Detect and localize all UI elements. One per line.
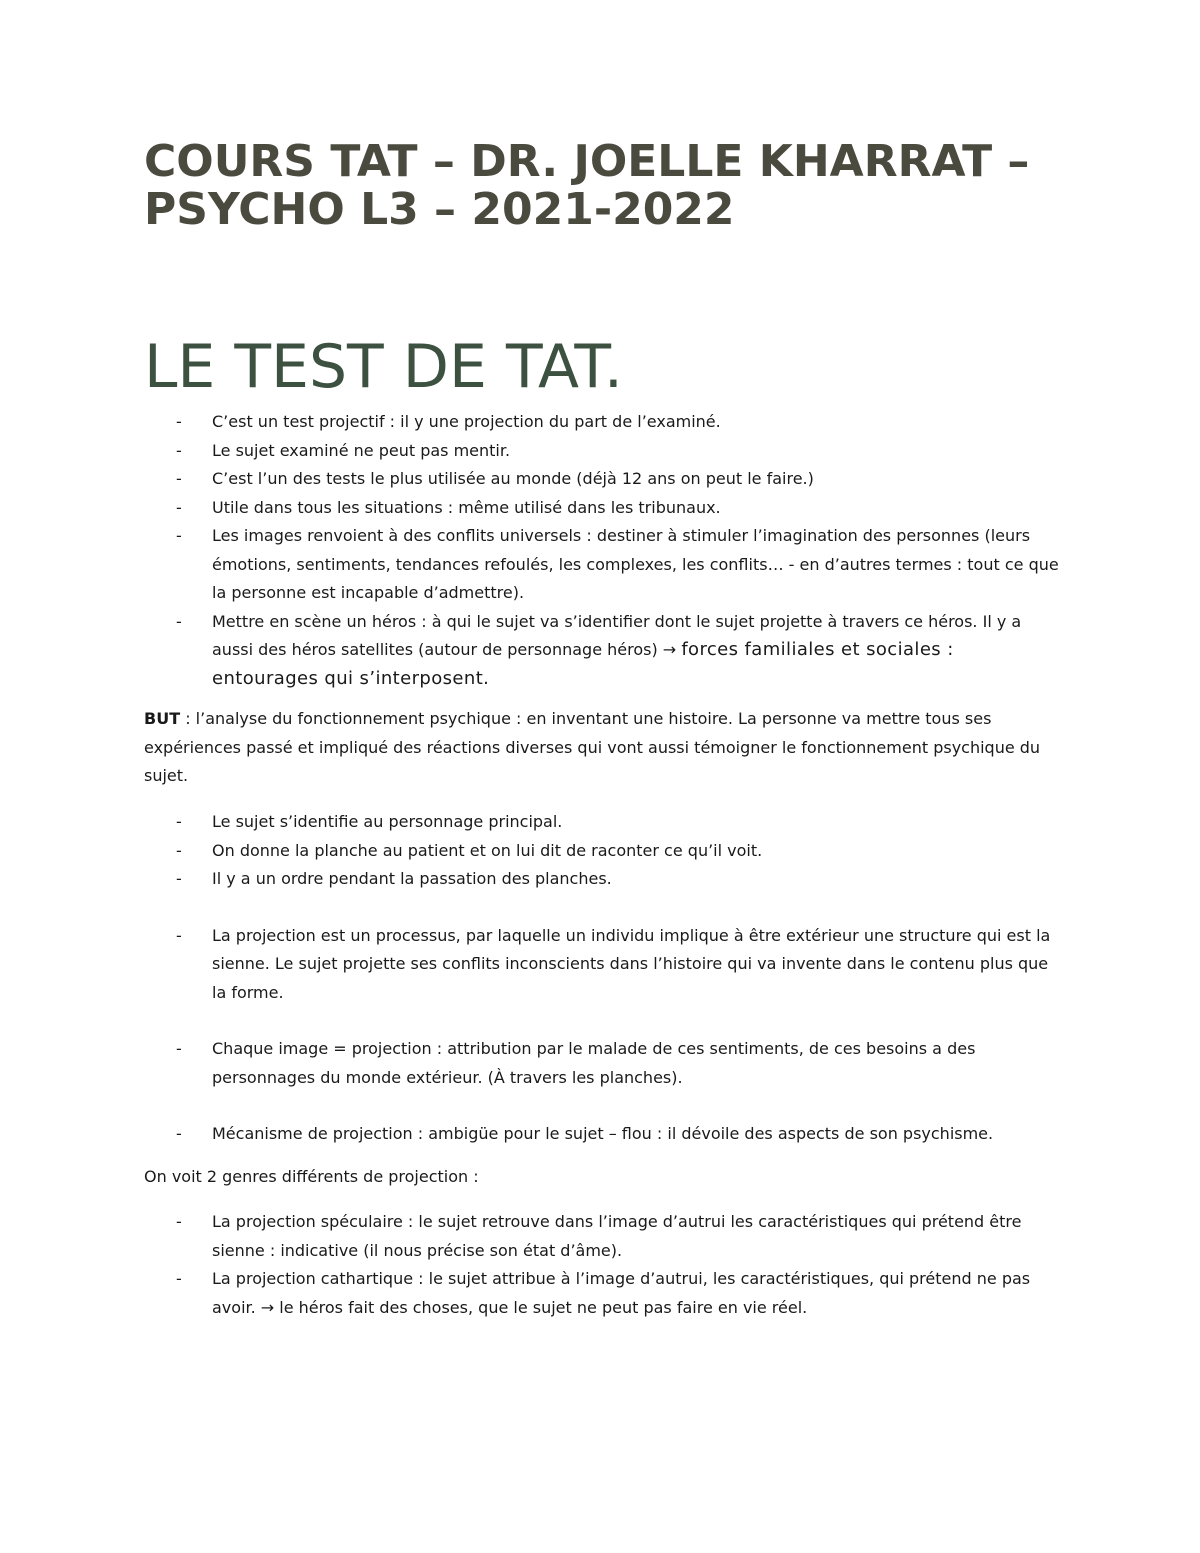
list-item (144, 494, 1064, 523)
list-item (144, 608, 1064, 694)
dash-bullet: - (176, 526, 182, 545)
list-item (144, 837, 1064, 866)
list-item (144, 408, 1064, 437)
dash-bullet: - (176, 840, 182, 860)
but-paragraph (144, 705, 1064, 791)
list-item-text: La projection spéculaire : le sujet retrouve dans l’image d’autrui les caractéristiques qui prétend être sienne : indicative (il nous précise son état d’âme). (212, 1212, 1022, 1260)
dash-bullet: - (176, 497, 182, 517)
but-label: BUT (144, 709, 181, 728)
list-item-tail: forces familiales et sociales : entourages qui s’interposent. (212, 639, 954, 689)
list-item-text: La projection est un processus, par laquelle un individu implique à être extérieur une structure qui est la sienne. Le sujet projette ses conflits inconscients dans l’histoire qui va invente dans le contenu plus que la forme. (212, 925, 1051, 1002)
dash-bullet: - (176, 1212, 182, 1231)
dash-bullet: - (176, 440, 182, 460)
list-item-text: Chaque image = projection : attribution par le malade de ces sentiments, de ces besoins a des personnages du monde extérieur. (À travers les planches). (212, 1039, 976, 1087)
dash-bullet: - (176, 611, 182, 631)
list-item-text: La projection cathartique : le sujet attribue à l’image d’autrui, les caractéristiques, qui prétend ne pas avoir. → le héros fait des choses, que le sujet ne peut pas faire en vie réel. (212, 1269, 1031, 1317)
list-item-text: Mettre en scène un héros : à qui le sujet va s’identifier dont le sujet projette à travers ce héros. Il y a aussi des héros satellites (autour de personnage héros) → (212, 611, 1022, 659)
list-item (144, 437, 1064, 466)
list-item (144, 1035, 1064, 1092)
list-item-text: C’est l’un des tests le plus utilisée au monde (déjà 12 ans on peut le faire.) (212, 469, 814, 488)
list-item-text: On donne la planche au patient et on lui dit de raconter ce qu’il voit. (212, 840, 763, 860)
dash-bullet: - (176, 1269, 182, 1288)
list-item-text: Le sujet s’identifie au personnage principal. (212, 812, 563, 831)
dash-bullet: - (176, 812, 182, 831)
list-item (144, 465, 1064, 494)
dash-bullet: - (176, 869, 182, 888)
dash-bullet: - (176, 469, 182, 488)
section-heading: LE TEST DE TAT. (144, 332, 623, 402)
intro-list (144, 408, 1064, 693)
but-text: : l’analyse du fonctionnement psychique : en inventant une histoire. La personne va mettre tous ses expériences passé et impliqué des réactions diverses qui vont aussi témoigner le fonctionnement psychique du sujet. (144, 709, 1041, 785)
dash-bullet: - (176, 1124, 182, 1143)
dash-bullet: - (176, 1039, 182, 1058)
genres-intro: On voit 2 genres différents de projection : (144, 1167, 479, 1186)
list-item (144, 808, 1064, 837)
list-item (144, 922, 1064, 1008)
list-item (144, 522, 1064, 608)
dash-bullet: - (176, 925, 182, 945)
list-item-text: C’est un test projectif : il y une projection du part de l’examiné. (212, 412, 721, 431)
list-item-text: Mécanisme de projection : ambigüe pour le sujet – flou : il dévoile des aspects de son psychisme. (212, 1124, 994, 1143)
list-item-text: Les images renvoient à des conflits universels : destiner à stimuler l’imagination des personnes (leurs émotions, sentiments, tendances refoulés, les complexes, les conflits… - en d’autres termes : tout ce que la personne est incapable d’admettre). (212, 526, 1059, 602)
identification-list (144, 808, 1064, 1149)
list-item (144, 1120, 1064, 1149)
document-title: COURS TAT – DR. JOELLE KHARRAT – PSYCHO L3 – 2021-2022 (144, 136, 1030, 235)
list-item (144, 1265, 1064, 1322)
list-item (144, 865, 1064, 894)
dash-bullet: - (176, 412, 182, 431)
projection-genres-list (144, 1208, 1064, 1322)
list-item-text: Il y a un ordre pendant la passation des planches. (212, 869, 612, 888)
genres-paragraph (144, 1163, 1064, 1192)
list-item-text: Utile dans tous les situations : même utilisé dans les tribunaux. (212, 497, 721, 517)
list-item-text: Le sujet examiné ne peut pas mentir. (212, 440, 511, 460)
list-item (144, 1208, 1064, 1265)
